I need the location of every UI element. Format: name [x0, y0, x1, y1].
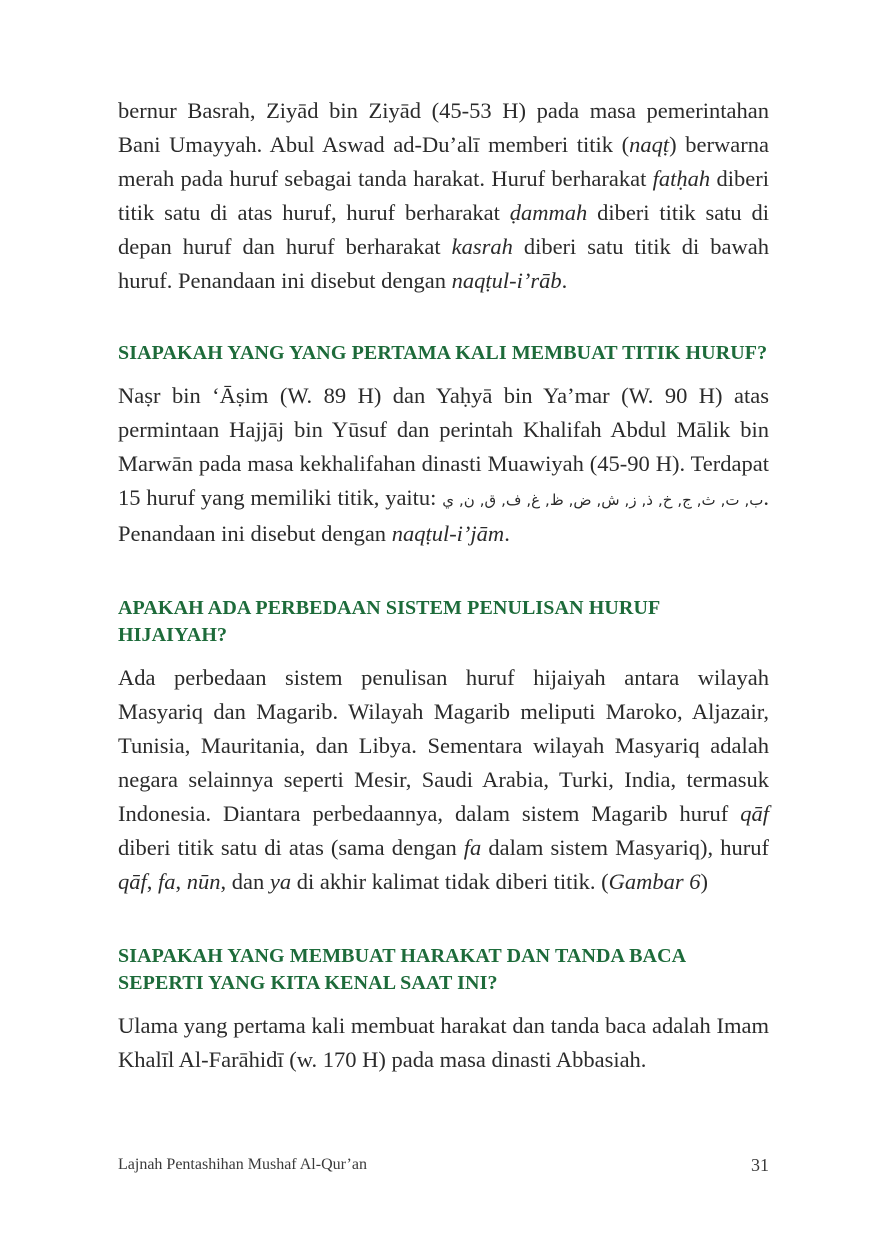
text-run: diberi titik satu di depan huruf dan huruf berharakat [118, 200, 770, 259]
section-heading-harakat: SIAPAKAH YANG MEMBUAT HARAKAT DAN TANDA BACA SEPERTI YANG KITA KENAL SAAT INI? [118, 945, 686, 994]
paragraph-titik-huruf [118, 379, 769, 551]
text-run: diberi satu titik di bawah huruf. Penandaan ini disebut dengan [118, 234, 769, 293]
italic-term: naqṭul-i’rāb [451, 268, 562, 293]
italic-term: ḍammah [509, 200, 588, 225]
italic-term: qāf [118, 869, 147, 894]
text-run: bernur Basrah, Ziyād bin Ziyād (45-53 H) pada masa pemerintahan Bani Umayyah. Abul Aswad ad-Du’alī memberi titik ( [118, 98, 769, 157]
text-run: di akhir kalimat tidak diberi titik. ( [291, 869, 609, 894]
page-content [118, 94, 769, 1077]
italic-term: naqṭ [629, 132, 670, 157]
text-run: Ada perbedaan sistem penulisan huruf hijaiyah antara wilayah Masyariq dan Magarib. Wilayah Magarib meliputi Maroko, Aljazair, Tunisia, Mauritania, dan Libya. Sementara wilayah Masyariq adalah negara selainnya seperti Mesir, Saudi Arabia, Turki, India, termasuk Indonesia. Diantara perbedaannya, dalam sistem Magarib huruf [118, 665, 769, 826]
page-footer [118, 1154, 769, 1176]
section-heading-perbedaan-sistem: APAKAH ADA PERBEDAAN SISTEM PENULISAN HURUF HIJAIYAH? [118, 597, 660, 646]
italic-term: fa [158, 869, 176, 894]
text-run: Naṣr bin ‘Āṣim (W. 89 H) dan Yaḥyā bin Ya’mar (W. 90 H) atas permintaan Hajjāj bin Yūsuf dan perintah Khalifah Abdul Mālik bin Marwān pada masa kekhalifahan dinasti Muawiyah (45-90 H). Terdapat 15 huruf yang memiliki titik, yaitu: [118, 383, 769, 510]
italic-term: qāf [740, 801, 769, 826]
italic-term: fa [463, 835, 482, 860]
text-run: , [146, 869, 159, 894]
text-run: ) berwarna merah pada huruf sebagai tanda harakat. Huruf berharakat [118, 132, 770, 191]
paragraph-perbedaan-sistem [118, 661, 769, 899]
italic-term: ya [269, 869, 292, 894]
text-run: . [561, 268, 568, 293]
italic-term: nūn [186, 869, 221, 894]
page-number: 31 [751, 1155, 769, 1175]
text-run: diberi titik satu di atas huruf, huruf berharakat [118, 166, 769, 225]
italic-term: fatḥah [652, 166, 711, 191]
paragraph-harakat: Ulama yang pertama kali membuat harakat dan tanda baca adalah Imam Khalīl Al-Farāhidī (w. 170 H) pada masa dinasti Abbasiah. [118, 1013, 769, 1072]
text-run: dalam sistem Masyariq), huruf [481, 835, 769, 860]
text-run: ) [700, 869, 708, 894]
italic-term: kasrah [451, 234, 513, 259]
arabic-letters: ب, ت, ث, ج, خ, ذ, ز, ش, ض, ظ, غ, ف, ق, ن, ي [442, 491, 764, 509]
text-run: . Penandaan ini disebut dengan [118, 485, 769, 546]
italic-term: Gambar 6 [608, 869, 701, 894]
paragraph-basrah [118, 94, 769, 298]
text-run: diberi titik satu di atas (sama dengan [118, 835, 464, 860]
text-run: , dan [220, 869, 270, 894]
text-run: . [504, 521, 510, 546]
section-heading-titik-huruf: SIAPAKAH YANG YANG PERTAMA KALI MEMBUAT TITIK HURUF? [118, 342, 768, 364]
text-run: , [175, 869, 187, 894]
footer-book-title: Lajnah Pentashihan Mushaf Al-Qur’an [118, 1156, 367, 1173]
italic-term: naqṭul-i’jām [391, 521, 505, 546]
